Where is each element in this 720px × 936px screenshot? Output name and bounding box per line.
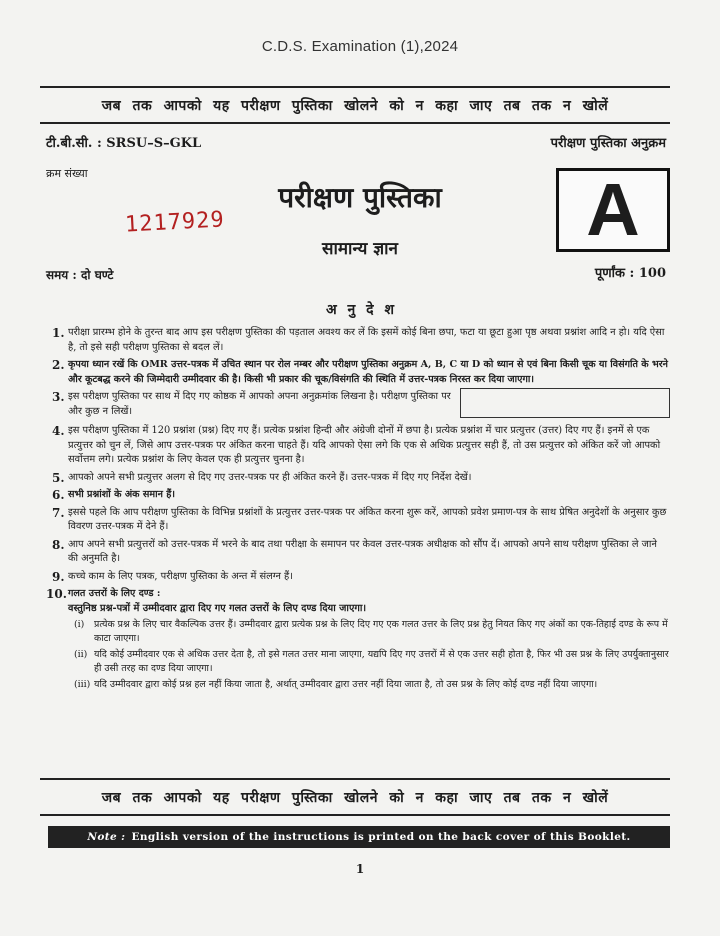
instruction-item [52, 570, 670, 585]
top-rule-lower [40, 122, 670, 124]
instruction-number: 5. [52, 470, 65, 485]
penalty-list [68, 618, 670, 692]
instruction-text: कृपया ध्यान रखें कि OMR उत्तर-पत्रक में उचित स्थान पर रोल नम्बर और परीक्षण पुस्तिका अनुक्रम A, B, C या D को ध्यान से एवं बिना किसी चूक या विसंगति के भरने और कूटबद्ध करने की जिम्मेदारी उम्मीदवार की है। किसी भी प्रकार की चूक/विसंगति की स्थिति में उत्तर-पत्रक निरस्त कर दिया जाएगा। [68, 359, 668, 385]
bottom-rule [40, 778, 670, 780]
instruction-text: आप अपने सभी प्रत्युत्तरों को उत्तर-पत्रक में भरने के बाद तथा परीक्षा के समापन पर केवल उत्तर-पत्रक अधीक्षक को सौंप दें। आपको अपने साथ परीक्षण पुस्तिका ले जाने की अनुमति है। [68, 538, 657, 564]
instruction-item [52, 424, 670, 468]
instruction-number: 8. [52, 537, 65, 552]
page-number: 1 [355, 862, 365, 876]
penalty-item [68, 678, 670, 692]
instruction-item [46, 587, 670, 692]
top-warning-banner: जब तक आपको यह परीक्षण पुस्तिका खोलने को न कहा जाए तब तक न खोलें [101, 98, 609, 114]
instruction-number: 3. [52, 390, 65, 404]
instructions-list [46, 326, 670, 695]
subject-title: सामान्य ज्ञान [322, 239, 398, 259]
instruction-text: कच्चे काम के लिए पत्रक, परीक्षण पुस्तिका के अन्त में संलग्न हैं। [68, 570, 293, 582]
penalty-item [68, 648, 670, 675]
time-allowed: समय : दो घण्टे [46, 268, 114, 282]
instruction-text: इस परीक्षण पुस्तिका में 120 प्रश्नांश (प्रश्न) दिए गए हैं। प्रत्येक प्रश्नांश हिन्दी और अंग्रेजी दोनों में छपा है। प्रत्येक प्रश्नांश में चार प्रत्युत्तर (उत्तर) दिए गए हैं। इनमें से एक प्रत्युत्तर को चुन लें, जिसे आप उत्तर-पत्रक पर अंकित करना चाहते हैं। यदि आपको ऐसा लगे कि एक से अधिक प्रत्युत्तर सही हैं, तो उस प्रत्युत्तर को अंकित करें जो आपको सर्वोत्तम लगे। प्रत्येक प्रश्नांश के लिए केवल एक ही प्रत्युत्तर चुनना है। [68, 425, 661, 465]
instruction-text: इस परीक्षण पुस्तिका पर साथ में दिए गए कोष्ठक में आपको अपना अनुक्रमांक लिखना है। परीक्षण पुस्तिका पर और कुछ न लिखें। [68, 391, 451, 417]
penalty-number: (i) [74, 619, 85, 630]
serial-number: 1217929 [124, 207, 226, 238]
instruction-number: 9. [52, 569, 65, 584]
serial-label: क्रम संख्या [46, 167, 88, 180]
series-letter: A [586, 168, 640, 251]
note-label: Note : [87, 831, 126, 843]
max-marks: पूर्णांक : 100 [594, 266, 666, 281]
penalty-text: यदि कोई उम्मीदवार एक से अधिक उत्तर देता है, तो इसे गलत उत्तर माना जाएगा, यद्यपि दिए गए उत्तरों में से एक उत्तर सही होता है, फिर भी उस प्रश्न के लिए उपर्युक्तानुसार ही उसी तरह का दण्ड दिया जाएगा। [94, 649, 669, 674]
instruction-number: 6. [52, 488, 65, 502]
booklet-title: परीक्षण पुस्तिका [278, 181, 442, 214]
instruction-item [52, 538, 670, 567]
instruction-number: 1. [52, 326, 65, 340]
instruction-item [52, 358, 670, 387]
instruction-number: 2. [52, 358, 65, 372]
instruction-number: 10. [46, 587, 67, 601]
bottom-rule-lower [40, 814, 670, 816]
instruction-number: 7. [52, 505, 65, 520]
penalty-number: (ii) [74, 649, 88, 660]
penalty-item [68, 618, 670, 645]
instructions-heading: अ नु दे श [325, 302, 395, 318]
penalty-text: प्रत्येक प्रश्न के लिए चार वैकल्पिक उत्तर हैं। उम्मीदवार द्वारा प्रत्येक प्रश्न के लिए दिए गए एक गलत उत्तर के लिए प्रश्न हेतु नियत किए गए अंकों का एक-तिहाई दण्ड के रूप में काटा जाएगा। [94, 619, 668, 644]
instruction-text: गलत उत्तरों के लिए दण्ड : [68, 588, 161, 599]
series-box [556, 168, 670, 252]
penalty-text: यदि उम्मीदवार द्वारा कोई प्रश्न हल नहीं किया जाता है, अर्थात् उम्मीदवार द्वारा उत्तर नहीं दिया जाता है, तो उस प्रश्न के लिए कोई दण्ड नहीं दिया जाएगा। [94, 679, 598, 690]
instruction-item [52, 471, 670, 486]
instruction-text: सभी प्रश्नांशों के अंक समान हैं। [68, 489, 175, 500]
instruction-number: 4. [52, 424, 65, 438]
note-text: English version of the instructions is printed on the back cover of this Booklet. [131, 831, 631, 843]
bottom-warning-banner: जब तक आपको यह परीक्षण पुस्तिका खोलने को न कहा जाए तब तक न खोलें [101, 790, 609, 806]
top-rule [40, 86, 670, 88]
instruction-text: इससे पहले कि आप परीक्षण पुस्तिका के विभिन्न प्रश्नांशों के प्रत्युत्तर उत्तर-पत्रक पर अंकित करना शुरू करें, आपको प्रवेश प्रमाण-पत्र के साथ प्रेषित अनुदेशों के अनुसार कुछ विवरण उत्तर-पत्रक में देने हैं। [68, 506, 667, 532]
instruction-item [52, 488, 670, 503]
instruction-text: आपको अपने सभी प्रत्युत्तर अलग से दिए गए उत्तर-पत्रक पर ही अंकित करने हैं। उत्तर-पत्रक में दिए गए निर्देश देखें। [68, 471, 472, 483]
roll-number-box[interactable] [460, 388, 670, 418]
booklet-code: टी.बी.सी. : SRSU–S–GKL [46, 136, 202, 151]
penalty-number: (iii) [74, 679, 91, 690]
instruction-item [52, 390, 670, 421]
instruction-text: परीक्षा प्रारम्भ होने के तुरन्त बाद आप इस परीक्षण पुस्तिका की पड़ताल अवश्य कर लें कि इसमें कोई बिना छपा, फटा या छूटा हुआ पृष्ठ अथवा प्रश्नांश आदि न हो। यदि ऐसा है, तो इसे सही परीक्षण पुस्तिका से बदल लें। [68, 327, 665, 353]
exam-title: C.D.S. Examination (1),2024 [261, 38, 459, 55]
instruction-item [52, 506, 670, 535]
instruction-item [52, 326, 670, 355]
english-note-bar [48, 826, 670, 848]
penalty-intro: वस्तुनिष्ठ प्रश्न-पत्रों में उम्मीदवार द्वारा दिए गए गलत उत्तरों के लिए दण्ड दिया जाएगा। [68, 602, 367, 614]
series-label: परीक्षण पुस्तिका अनुक्रम [550, 136, 666, 151]
